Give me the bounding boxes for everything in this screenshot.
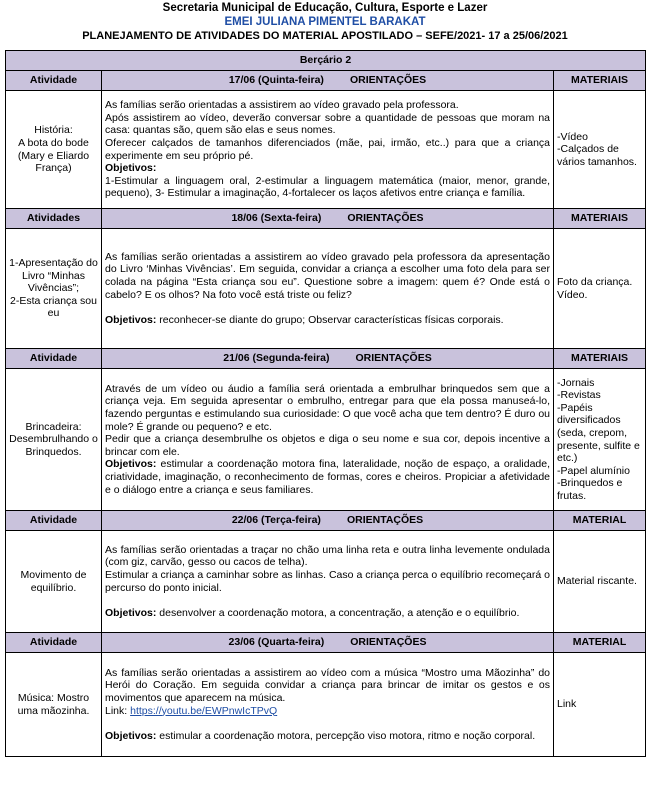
activity-cell [6, 369, 102, 511]
date-orientations-header [102, 349, 554, 369]
activity-column-header: Atividade [6, 511, 102, 531]
activities-table [5, 50, 646, 757]
materials-cell [554, 531, 646, 633]
plan-title: PLANEJAMENTO DE ATIVIDADES DO MATERIAL APOSTILADO – SEFE/2021- 17 a 25/06/2021 [82, 30, 568, 42]
activity-row [6, 531, 646, 633]
materials-column-header: MATERIAL [554, 511, 646, 531]
date-label: 18/06 (Sexta-feira) [231, 212, 322, 225]
materials-column-header: MATERIAIS [554, 209, 646, 229]
materials-cell [554, 229, 646, 349]
orientations-cell [102, 369, 554, 511]
materials-text: Link [557, 698, 577, 711]
activity-column-header: Atividade [6, 71, 102, 91]
orientations-cell [102, 531, 554, 633]
objectives-text: reconhecer-se diante do grupo; Observar características físicas corporais. [159, 313, 504, 326]
date-orientations-header [102, 209, 554, 229]
objectives-label: Objetivos: [105, 162, 157, 175]
objectives-text: 1-Estimular a linguagem oral, 2-estimular a linguagem matemática (maior, menor, grande, pequeno), 3- Estimular a imaginação, 4-fortalecer os laços afetivos entre criança e família. [105, 174, 550, 200]
date-orientations-header [102, 71, 554, 91]
date-orientations-header [102, 633, 554, 653]
objectives-text: desenvolver a coordenação motora, a concentração, a atenção e o equilíbrio. [159, 606, 520, 619]
orientation-paragraph: As famílias serão orientadas a assistirem ao vídeo gravado pela professora da apresentação do Livro ‘Minhas Vivências’. Em seguida, convidar a criança a escolher uma foto dela para ser colada na página “Esta criança sou eu”. Questione sobre a imagem: quem é? Onde está o cabelo? E os olhos? Na foto você está triste ou feliz? [105, 250, 550, 301]
activity-cell [6, 229, 102, 349]
activity-column-header: Atividades [6, 209, 102, 229]
orientations-cell [102, 653, 554, 757]
materials-text: -Jornais -Revistas -Papéis diversificados (seda, crepom, presente, sulfite e etc.) -Papel alumínio -Brinquedos e frutas. [557, 376, 640, 502]
date-label: 23/06 (Quarta-feira) [228, 636, 325, 649]
materials-text: Material riscante. [557, 575, 637, 588]
materials-text: -Vídeo -Calçados de vários tamanhos. [557, 130, 637, 168]
activity-line: 1-Apresentação do Livro “Minhas Vivências”; 2-Esta criança sou eu [9, 257, 98, 320]
materials-text: Foto da criança. Vídeo. [557, 275, 633, 301]
date-label: 17/06 (Quinta-feira) [228, 74, 324, 87]
orientation-paragraph: Através de um vídeo ou áudio a família será orientada a embrulhar brinquedos sem que a criança veja. Em seguida apresentar o embrulho, entregar para que ela possa manuseá-lo, fazendo perguntas e estimulando sua curiosidade: O que você acha que tem dentro? É duro ou mole? É grande ou pequeno? e etc. [105, 382, 550, 433]
school-name: EMEI JULIANA PIMENTEL BARAKAT [224, 16, 426, 28]
objectives-text: estimular a coordenação motora, percepção viso motora, ritmo e noção corporal. [159, 729, 536, 742]
materials-column-header: MATERIAL [554, 633, 646, 653]
objectives-label: Objetivos: [105, 729, 157, 742]
orientations-label: ORIENTAÇÕES [350, 636, 427, 649]
orientation-paragraph: As famílias serão orientadas a traçar no chão uma linha reta e outra linha levemente ondulada (com giz, carvão, gesso ou cacos de telha). [105, 543, 550, 569]
orientations-label: ORIENTAÇÕES [349, 74, 427, 87]
orientation-paragraph: Após assistirem ao vídeo, deverão conversar sobre a quantidade de pessoas que moram na casa: quantas são, quem são elas e seus nomes. [105, 111, 550, 137]
activity-row [6, 653, 646, 757]
orientations-label: ORIENTAÇÕES [347, 212, 424, 225]
objectives-text: estimular a coordenação motora fina, lateralidade, noção de espaço, a oralidade, criatividade, imaginação, o reconhecimento de formas, cores e cheiros. Propiciar a afetividade e o diálogo entre a criança e seus familiares. [105, 458, 551, 496]
section-header-row [6, 349, 646, 369]
objectives-label: Objetivos: [105, 606, 157, 619]
orientation-paragraph: Estimular a criança a caminhar sobre as linhas. Caso a criança perca o equilíbrio recomeçará o percurso do ponto inicial. [105, 568, 550, 594]
materials-cell [554, 653, 646, 757]
activity-line: Brincadeira: Desembrulhando o Brinquedos. [9, 420, 98, 458]
video-link[interactable]: https://youtu.be/EWPnwIcTPvQ [130, 704, 278, 717]
orientations-cell [102, 229, 554, 349]
activity-line: Movimento de equilíbrio. [20, 568, 87, 594]
activity-row [6, 229, 646, 349]
objectives-label: Objetivos: [105, 458, 157, 471]
activity-row [6, 369, 646, 511]
date-label: 22/06 (Terça-feira) [231, 514, 321, 527]
orientation-paragraph: As famílias serão orientadas a assistirem ao vídeo gravado pela professora. [105, 99, 459, 112]
objectives-label: Objetivos: [105, 313, 157, 326]
orientations-label: ORIENTAÇÕES [355, 352, 432, 365]
materials-column-header: MATERIAIS [554, 349, 646, 369]
date-label: 21/06 (Segunda-feira) [223, 352, 330, 365]
activity-cell [6, 91, 102, 209]
orientation-paragraph: Pedir que a criança desembrulhe os objetos e diga o seu nome e sua cor, depois incentive a brincar com ele. [105, 433, 550, 458]
group-title-row [6, 51, 646, 71]
materials-cell [554, 369, 646, 511]
activity-line: Música: Mostro uma mãozinha. [17, 691, 90, 717]
section-header-row [6, 511, 646, 531]
activity-column-header: Atividade [6, 349, 102, 369]
section-header-row [6, 209, 646, 229]
activity-cell [6, 653, 102, 757]
link-label: Link: [105, 704, 128, 717]
orientations-label: ORIENTAÇÕES [346, 514, 424, 527]
activity-line: História: A bota do bode (Mary e Eliardo França) [17, 124, 90, 175]
orientation-paragraph: As famílias serão orientadas a assistirem ao vídeo com a música “Mostro uma Mãozinha” do Herói do Coração. Em seguida convidar a criança para brincar de imitar os gestos e os movimentos que aparecem na música. [105, 666, 550, 704]
orientation-paragraph: Oferecer calçados de tamanhos diferenciados (mãe, pai, irmão, etc..) para que a criança experimente em seu próprio pé. [105, 136, 550, 162]
materials-column-header: MATERIAIS [554, 71, 646, 91]
date-orientations-header [102, 511, 554, 531]
secretaria-heading: Secretaria Municipal de Educação, Cultura, Esporte e Lazer [162, 2, 488, 14]
activity-cell [6, 531, 102, 633]
orientations-cell [102, 91, 554, 209]
section-header-row [6, 71, 646, 91]
activity-row [6, 91, 646, 209]
materials-cell [554, 91, 646, 209]
section-header-row [6, 633, 646, 653]
group-title: Berçário 2 [6, 51, 646, 71]
activity-column-header: Atividade [6, 633, 102, 653]
